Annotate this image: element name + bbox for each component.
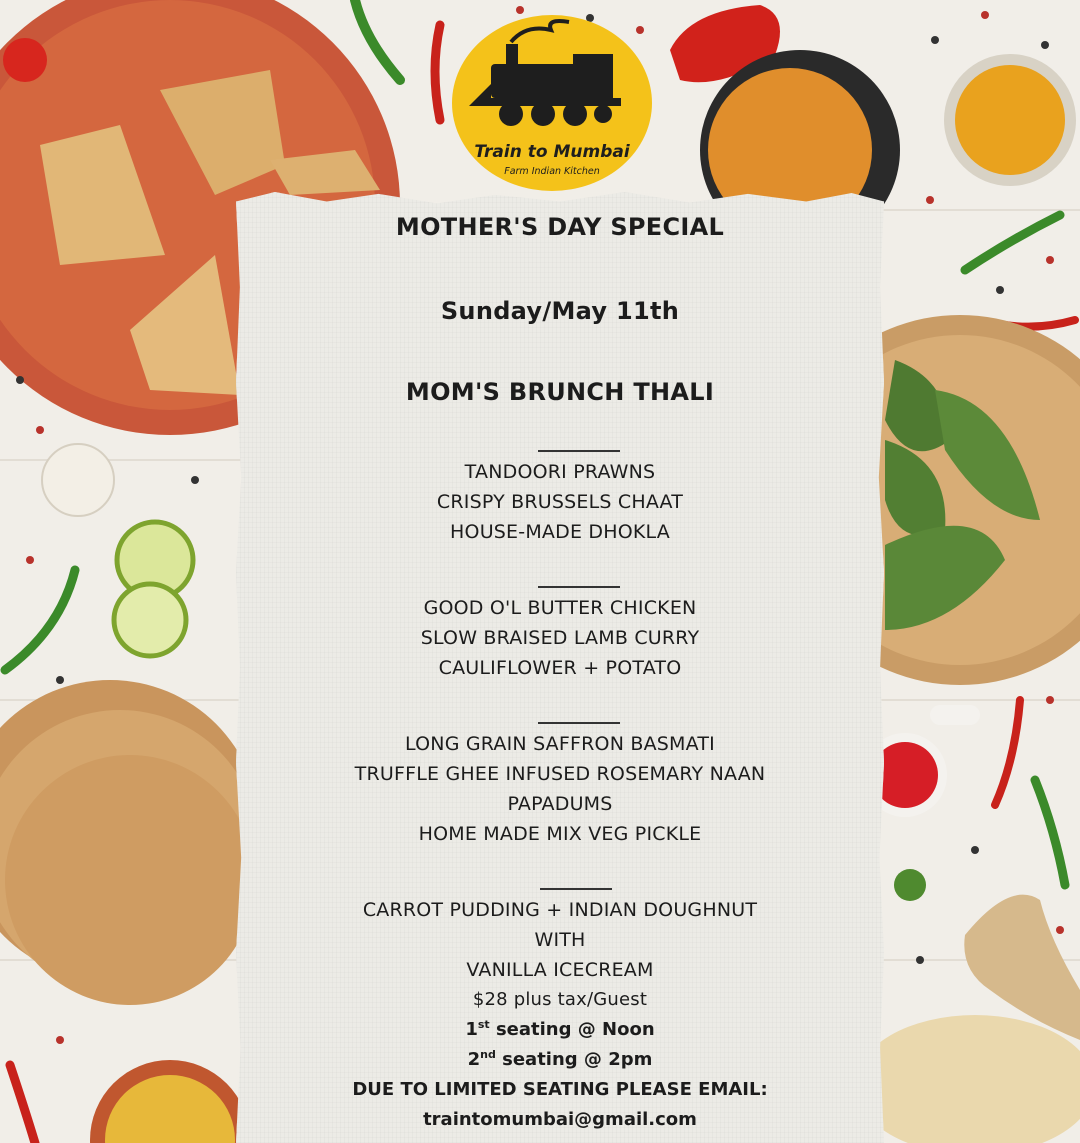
section-divider xyxy=(538,450,620,452)
menu-item: HOME MADE MIX VEG PICKLE xyxy=(418,823,702,845)
turmeric-bowl-icon xyxy=(944,54,1076,186)
menu-item: VANILLA ICECREAM xyxy=(466,959,654,981)
cilantro-icon xyxy=(894,869,926,901)
logo-tagline: Farm Indian Kitchen xyxy=(504,166,600,177)
contact-email[interactable]: traintomumbai@gmail.com xyxy=(423,1109,697,1130)
lime-icon xyxy=(114,584,186,656)
menu-item: GOOD O'L BUTTER CHICKEN xyxy=(423,597,697,619)
seating-notice: DUE TO LIMITED SEATING PLEASE EMAIL: xyxy=(352,1079,768,1100)
garlic-icon xyxy=(42,444,114,516)
price-text: $28 plus tax/Guest xyxy=(472,989,648,1010)
menu-item: TANDOORI PRAWNS xyxy=(464,461,656,483)
menu-item: WITH xyxy=(534,929,586,951)
menu-item: HOUSE-MADE DHOKLA xyxy=(450,521,670,543)
seating-first: 1st seating @ Noon xyxy=(465,1018,655,1040)
menu-item: CARROT PUDDING + INDIAN DOUGHNUT xyxy=(362,899,758,921)
menu-item: PAPADUMS xyxy=(507,793,613,815)
menu-item: CRISPY BRUSSELS CHAAT xyxy=(436,491,684,513)
section-divider xyxy=(540,888,612,890)
menu-item: CAULIFLOWER + POTATO xyxy=(438,657,682,679)
menu-item: LONG GRAIN SAFFRON BASMATI xyxy=(405,733,715,755)
menu-date: Sunday/May 11th xyxy=(440,297,680,325)
section-divider xyxy=(538,722,620,724)
tomato-icon xyxy=(3,38,47,82)
logo-name: Train to Mumbai xyxy=(474,142,630,162)
seating-second: 2nd seating @ 2pm xyxy=(467,1048,653,1070)
menu-item: SLOW BRAISED LAMB CURRY xyxy=(420,627,700,649)
menu-item: TRUFFLE GHEE INFUSED ROSEMARY NAAN xyxy=(354,763,766,785)
menu-subtitle: MOM'S BRUNCH THALI xyxy=(405,378,715,406)
section-divider xyxy=(538,586,620,588)
menu-content xyxy=(236,0,884,1143)
menu-title: MOTHER'S DAY SPECIAL xyxy=(395,213,725,241)
